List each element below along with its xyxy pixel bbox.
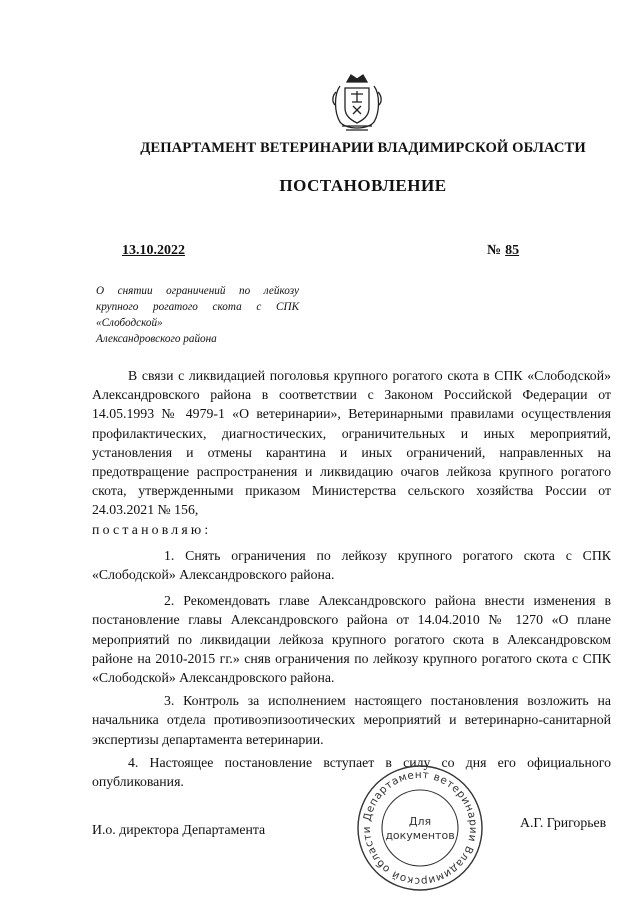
document-subject <box>96 283 299 347</box>
item-text: Контроль за исполнением настоящего постановления возложить на начальника отдела противоэпизоотических мероприятий и ветеринарно-санитарной экспертизы департамента ветеринарии. <box>92 693 612 747</box>
signer-position: И.о. директора Департамента <box>92 822 266 837</box>
coat-of-arms-emblem <box>330 72 384 134</box>
stamp-ring-text: Департамент ветеринарии Владимирской области <box>360 768 480 888</box>
signer-name: А.Г. Григорьев <box>520 815 607 830</box>
item-text: Рекомендовать главе Александровского района внести изменения в постановление главы Александровского района от 14.04.2010 № 1270 «О плане мероприятий по ликвидации лейкоза крупного рогатого скота в Александровском районе на 2010-2015 гг.» сняв ограничения по лейкозу крупного рогатого скота с СПК «Слободской» Александровского района. <box>92 593 611 686</box>
subject-line: крупного рогатого скота <box>96 301 242 313</box>
decree-word: постановляю: <box>92 521 212 537</box>
official-stamp <box>355 763 485 893</box>
stamp-center-text: документов <box>385 829 455 842</box>
svg-text:Департамент ветеринарии Владим <box>361 769 479 887</box>
item-number: 4. <box>128 754 139 770</box>
decree-item <box>92 591 611 687</box>
decree-item <box>92 753 611 791</box>
department-heading: ДЕПАРТАМЕНТ ВЕТЕРИНАРИИ ВЛАДИМИРСКОЙ ОБЛАСТИ <box>140 140 586 156</box>
item-number: 3. <box>164 693 175 709</box>
decree-item <box>92 546 611 584</box>
number-value: 85 <box>505 243 520 258</box>
document-number <box>487 243 519 259</box>
subject-line: О снятии ограничений по лейкозу <box>96 285 299 297</box>
document-date: 13.10.2022 <box>122 243 185 258</box>
subject-line: с СПК «Слободской» <box>96 301 300 329</box>
subject-line: Александровского района <box>96 333 217 345</box>
stamp-center-text: Для <box>408 815 432 828</box>
item-number: 1. <box>164 547 175 563</box>
item-text: Снять ограничения по лейкозу крупного рогатого скота с СПК «Слободской» Александровского района. <box>92 547 612 583</box>
document-body <box>92 366 611 791</box>
preamble-paragraph: В связи с ликвидацией поголовья крупного рогатого скота в СПК «Слободской» Александровского района в соответствии с Законом Российской Федерации от 14.05.1993 № 4979-1 «О ветеринарии», Ветеринарными правилами осуществления профилактических, диагностических, ограничительных и иных мероприятий, установления и отмены карантина и иных ограничений, направленных на предотвращение распространения и ликвидацию очагов лейкоза крупного рогатого скота, утвержденными приказом Министерства сельского хозяйства России от 24.03.2021 № 156, <box>92 368 611 518</box>
decree-item <box>92 691 611 749</box>
number-label: № <box>487 243 502 258</box>
item-text: Настоящее постановление вступает в силу со дня его официального опубликования. <box>92 754 612 790</box>
item-number: 2. <box>164 593 175 609</box>
document-type-title: ПОСТАНОВЛЕНИЕ <box>279 176 447 195</box>
